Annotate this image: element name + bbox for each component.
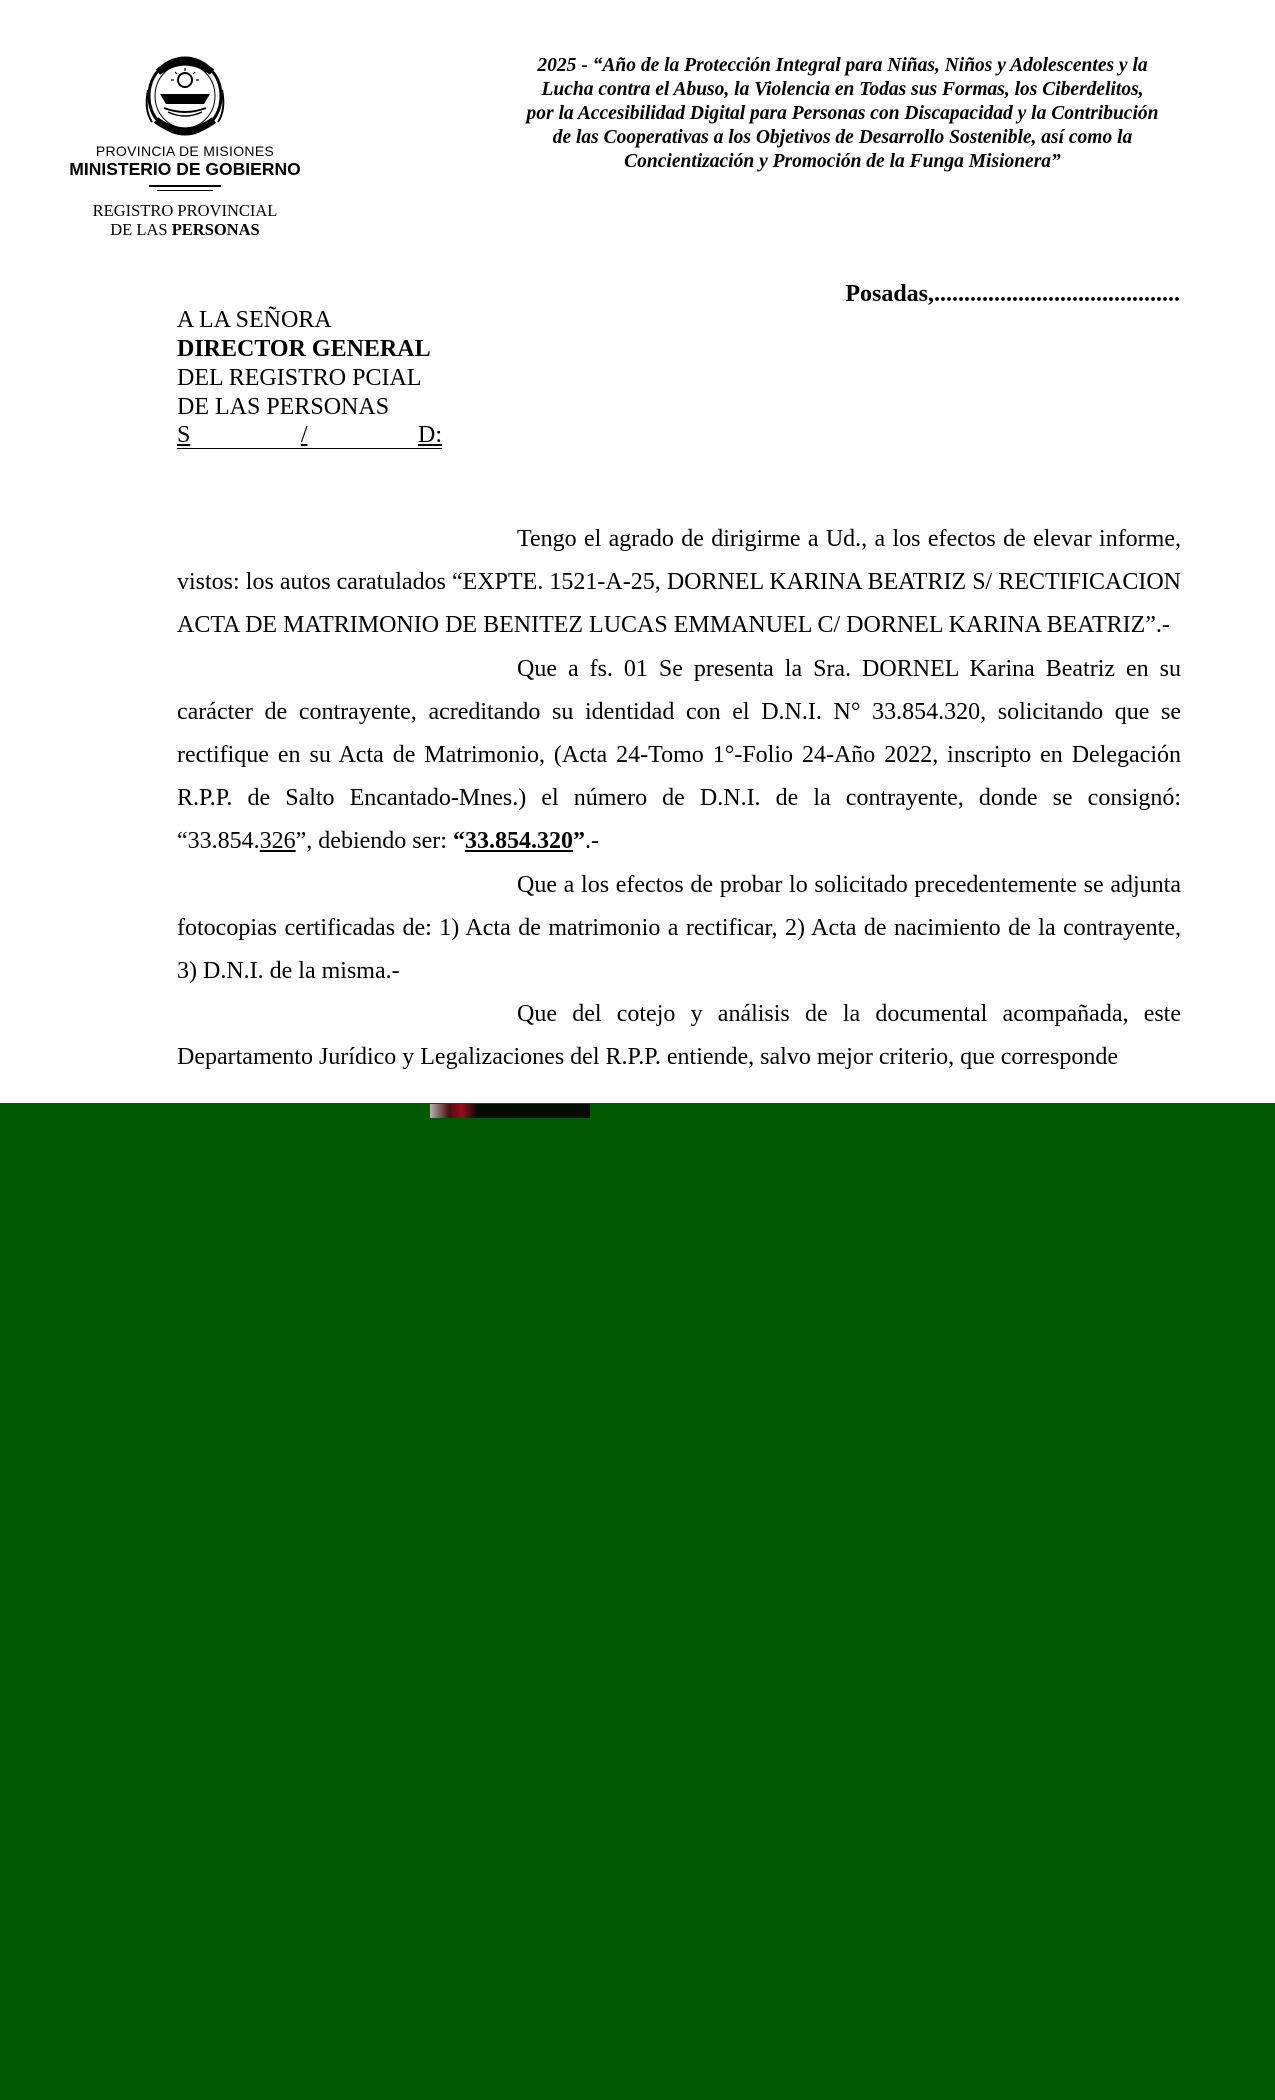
addressee-line: DE LAS PERSONAS	[177, 394, 390, 420]
motto-line: por la Accesibilidad Digital para Personas con Discapacidad y la Contribución	[526, 103, 1159, 124]
registry-bold: PERSONAS	[171, 220, 260, 239]
registry-name-line2	[55, 220, 315, 239]
correct-dni: 33.854.320	[464, 828, 573, 855]
letter-body	[177, 518, 1181, 1103]
province-name: PROVINCIA DE MISIONES	[95, 143, 275, 159]
su-despacho-line	[177, 422, 442, 449]
addressee-title: DIRECTOR GENERAL	[177, 336, 431, 362]
sd-d: D:	[418, 422, 442, 448]
paragraph-text: Que a fs. 01 Se presenta la Sra. DORNEL Karina Beatriz en su carácter de contrayente, acreditando su identidad con el D.N.I. N° 33.854.320, solicitando que se rectifique en su Acta de Matrimonio, (Acta 24-Tomo 1°-Folio 24-Año 2022, inscripto en Delegación R.P.P. de Salto Encantado-Mnes.) el número de D.N.I. de la contrayente, donde se consignó: “33.854.	[177, 655, 1181, 855]
motto-line: 2025 - “Año de la Protección Integral para Niñas, Niños y Adolescentes y la	[537, 55, 1148, 76]
date-line: Posadas,.........................................	[845, 281, 1180, 307]
paragraph-text: ”, debiendo ser:	[295, 828, 453, 855]
addressee-line: DEL REGISTRO PCIAL	[177, 365, 422, 391]
ministry-name: MINISTERIO DE GOBIERNO	[69, 159, 301, 179]
motto-line: de las Cooperativas a los Objetivos de Desarrollo Sostenible, así como la	[552, 127, 1133, 148]
divider	[157, 190, 213, 191]
paragraph: Que del cotejo y análisis de la documental acompañada, este Departamento Jurídico y Legalizaciones del R.P.P. entiende, salvo mejor criterio, que corresponde	[177, 1001, 1181, 1071]
addressee-block	[177, 306, 442, 449]
paragraph-text: .-	[584, 828, 599, 855]
redaction-overlay	[0, 1103, 1275, 2100]
wrong-dni-digits: 326	[259, 828, 296, 855]
provincial-seal-icon	[140, 50, 230, 138]
registry-name-line1: REGISTRO PROVINCIAL	[92, 201, 278, 220]
addressee-line: A LA SEÑORA	[177, 307, 332, 333]
paragraph: Tengo el agrado de dirigirme a Ud., a los efectos de elevar informe, vistos: los autos caratulados “EXPTE. 1521-A-25, DORNEL KARINA BEATRIZ S/ RECTIFICACION ACTA DE MATRIMONIO DE BENITEZ LUCAS EMMANUEL C/ DORNEL KARINA BEATRIZ”.-	[177, 526, 1181, 639]
quote-mark: ”	[572, 828, 585, 855]
motto-line: Concientización y Promoción de la Funga Misionera”	[624, 151, 1061, 172]
divider	[149, 185, 221, 187]
sd-s: S	[177, 422, 191, 448]
paragraph: Que a los efectos de probar lo solicitado precedentemente se adjunta fotocopias certificadas de: 1) Acta de matrimonio a rectificar, 2) Acta de nacimiento de la contrayente, 3) D.N.I. de la misma.-	[177, 871, 1181, 985]
sd-slash: /	[300, 422, 308, 448]
scan-artifact	[430, 1104, 590, 1118]
official-year-motto	[490, 54, 1195, 174]
registry-prefix: DE LAS	[110, 220, 172, 239]
organization-header	[55, 143, 315, 239]
motto-line: Lucha contra el Abuso, la Violencia en Todas sus Formas, los Ciberdelitos,	[541, 79, 1144, 100]
quote-mark: “	[452, 828, 465, 855]
paragraph	[177, 648, 1181, 864]
